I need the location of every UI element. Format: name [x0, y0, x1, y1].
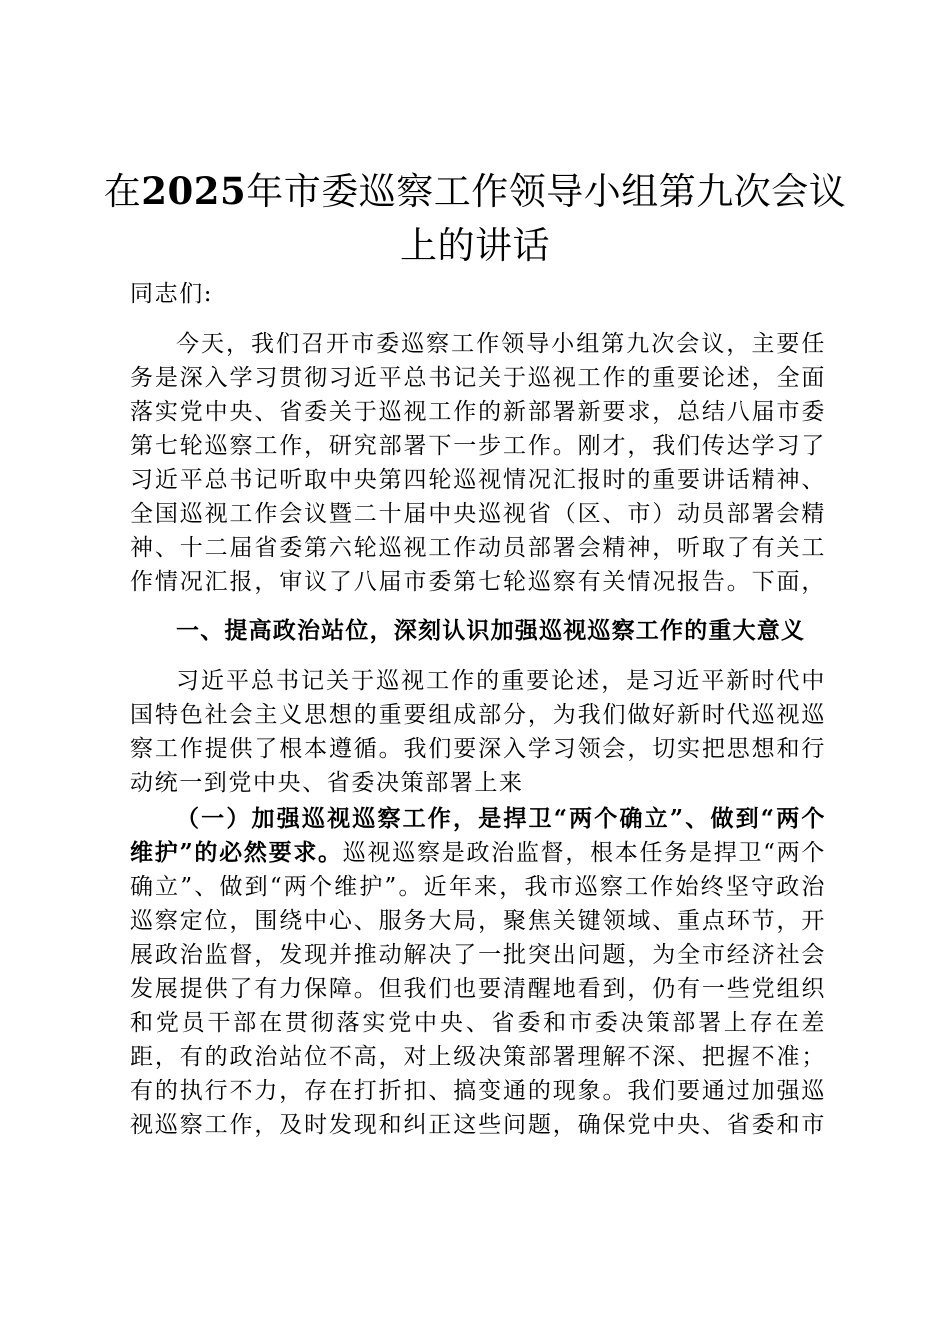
document-title	[100, 164, 850, 273]
section-heading-1: 一、提高政治站位，深刻认识加强巡视巡察工作的重大意义	[176, 617, 806, 644]
paragraph-subsection-1	[130, 802, 826, 1142]
title-year: 2025	[141, 169, 247, 213]
subsection-lead: （一）加强巡视巡察工作，是捍卫“两个确立”、做到“两个维护”的必然要求。	[130, 805, 826, 866]
paragraph-intro: 今天，我们召开市委巡察工作领导小组第九次会议，主要任务是深入学习贯彻习近平总书记关于巡视工作的重要论述，全面落实党中央、省委关于巡视工作的新部署新要求，总结八届市委第七轮巡察工作，研究部署下一步工作。刚才，我们传达学习了习近平总书记听取中央第四轮巡视情况汇报时的重要讲话精神、全国巡视工作会议暨二十届中央巡视省（区、市）动员部署会精神、十二届省委第六轮巡视工作动员部署会精神，听取了有关工作情况汇报，审议了八届市委第七轮巡察有关情况报告。下面，	[130, 331, 826, 595]
subsection-body: 巡视巡察是政治监督，根本任务是捍卫“两个确立”、做到“两个维护”。近年来，我市巡察工作始终坚守政治巡察定位，围绕中心、服务大局，聚焦关键领域、重点环节，开展政治监督，发现并推动解决了一批突出问题，为全市经济社会发展提供了有力保障。但我们也要清醒地看到，仍有一些党组织和党员干部在贯彻落实党中央、省委和市委决策部署上存在差距，有的政治站位不高，对上级决策部署理解不深、把握不准；有的执行不力，存在打折扣、搞变通的现象。我们要通过加强巡视巡察工作，及时发现和纠正这些问题，确保党中央、省委和市	[130, 840, 826, 1138]
title-prefix: 在	[103, 170, 142, 213]
paragraph-section-1: 习近平总书记关于巡视工作的重要论述，是习近平新时代中国特色社会主义思想的重要组成部分，为我们做好新时代巡视巡察工作提供了根本遵循。我们要深入学习领会，切实把思想和行动统一到党中央、省委决策部署上来	[130, 668, 826, 796]
title-rest: 年市委巡察工作领导小组第九次会议上的讲话	[246, 170, 847, 267]
greeting: 同志们:	[130, 281, 214, 307]
